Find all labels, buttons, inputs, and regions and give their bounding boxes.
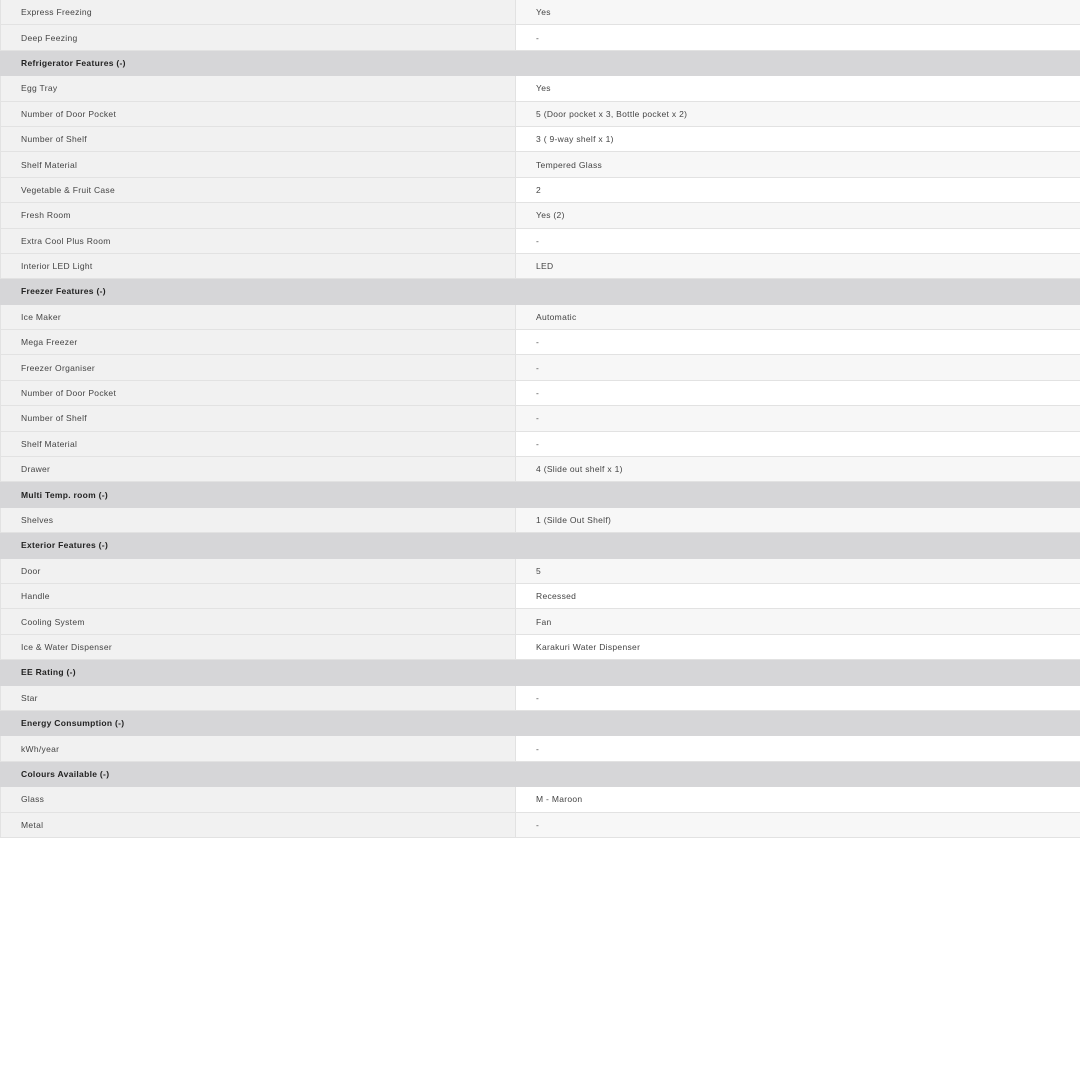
spec-row	[0, 305, 1080, 330]
spec-value: Tempered Glass	[516, 152, 1080, 176]
spec-label: Fresh Room	[0, 203, 516, 227]
spec-label: Number of Door Pocket	[0, 381, 516, 405]
spec-value: -	[516, 432, 1080, 456]
spec-row	[0, 787, 1080, 812]
spec-row	[0, 76, 1080, 101]
spec-value: Karakuri Water Dispenser	[516, 635, 1080, 659]
spec-label: Shelves	[0, 508, 516, 532]
spec-value: Yes (2)	[516, 203, 1080, 227]
spec-row	[0, 508, 1080, 533]
spec-value: 3 ( 9-way shelf x 1)	[516, 127, 1080, 151]
spec-label: Number of Shelf	[0, 127, 516, 151]
spec-row	[0, 102, 1080, 127]
spec-row	[0, 609, 1080, 634]
spec-value: Fan	[516, 609, 1080, 633]
section-title[interactable]: Refrigerator Features (-)	[0, 51, 126, 75]
section-header[interactable]	[0, 660, 1080, 685]
spec-label: Glass	[0, 787, 516, 811]
spec-label: Ice Maker	[0, 305, 516, 329]
spec-value: -	[516, 813, 1080, 837]
spec-value: Yes	[516, 76, 1080, 100]
spec-row	[0, 330, 1080, 355]
spec-value: Automatic	[516, 305, 1080, 329]
spec-label: Extra Cool Plus Room	[0, 229, 516, 253]
spec-value: 5	[516, 559, 1080, 583]
spec-label: Shelf Material	[0, 432, 516, 456]
spec-row	[0, 406, 1080, 431]
spec-value: Yes	[516, 0, 1080, 24]
section-title[interactable]: Colours Available (-)	[0, 762, 109, 786]
spec-label: Door	[0, 559, 516, 583]
spec-row	[0, 0, 1080, 25]
spec-value: -	[516, 406, 1080, 430]
spec-label: Egg Tray	[0, 76, 516, 100]
spec-label: Handle	[0, 584, 516, 608]
spec-row	[0, 736, 1080, 761]
spec-value: LED	[516, 254, 1080, 278]
spec-value: M - Maroon	[516, 787, 1080, 811]
section-title[interactable]: EE Rating (-)	[0, 660, 76, 684]
section-header[interactable]	[0, 279, 1080, 304]
spec-value: -	[516, 330, 1080, 354]
spec-value: 4 (Slide out shelf x 1)	[516, 457, 1080, 481]
spec-label: Freezer Organiser	[0, 355, 516, 379]
section-title[interactable]: Energy Consumption (-)	[0, 711, 124, 735]
section-header[interactable]	[0, 762, 1080, 787]
spec-row	[0, 635, 1080, 660]
spec-label: Number of Door Pocket	[0, 102, 516, 126]
spec-value: -	[516, 355, 1080, 379]
spec-row	[0, 381, 1080, 406]
spec-value: 5 (Door pocket x 3, Bottle pocket x 2)	[516, 102, 1080, 126]
spec-row	[0, 127, 1080, 152]
section-header[interactable]	[0, 51, 1080, 76]
spec-row	[0, 584, 1080, 609]
spec-label: Mega Freezer	[0, 330, 516, 354]
spec-value: -	[516, 381, 1080, 405]
spec-row	[0, 432, 1080, 457]
section-header[interactable]	[0, 711, 1080, 736]
section-header[interactable]	[0, 482, 1080, 507]
spec-label: Number of Shelf	[0, 406, 516, 430]
spec-row	[0, 559, 1080, 584]
spec-label: Interior LED Light	[0, 254, 516, 278]
spec-row	[0, 178, 1080, 203]
spec-row	[0, 254, 1080, 279]
spec-label: Ice & Water Dispenser	[0, 635, 516, 659]
spec-label: kWh/year	[0, 736, 516, 760]
spec-row	[0, 203, 1080, 228]
spec-row	[0, 457, 1080, 482]
spec-label: Cooling System	[0, 609, 516, 633]
spec-value: 1 (Silde Out Shelf)	[516, 508, 1080, 532]
spec-label: Metal	[0, 813, 516, 837]
spec-row	[0, 152, 1080, 177]
spec-value: Recessed	[516, 584, 1080, 608]
spec-label: Star	[0, 686, 516, 710]
spec-label: Vegetable & Fruit Case	[0, 178, 516, 202]
spec-value: -	[516, 25, 1080, 49]
spec-value: -	[516, 686, 1080, 710]
section-title[interactable]: Exterior Features (-)	[0, 533, 108, 557]
spec-row	[0, 355, 1080, 380]
spec-row	[0, 686, 1080, 711]
section-title[interactable]: Multi Temp. room (-)	[0, 482, 108, 506]
spec-label: Express Freezing	[0, 0, 516, 24]
spec-row	[0, 25, 1080, 50]
spec-value: -	[516, 229, 1080, 253]
spec-value: -	[516, 736, 1080, 760]
spec-label: Shelf Material	[0, 152, 516, 176]
spec-row	[0, 229, 1080, 254]
spec-label: Deep Feezing	[0, 25, 516, 49]
spec-value: 2	[516, 178, 1080, 202]
spec-label: Drawer	[0, 457, 516, 481]
section-title[interactable]: Freezer Features (-)	[0, 279, 106, 303]
section-header[interactable]	[0, 533, 1080, 558]
spec-row	[0, 813, 1080, 838]
